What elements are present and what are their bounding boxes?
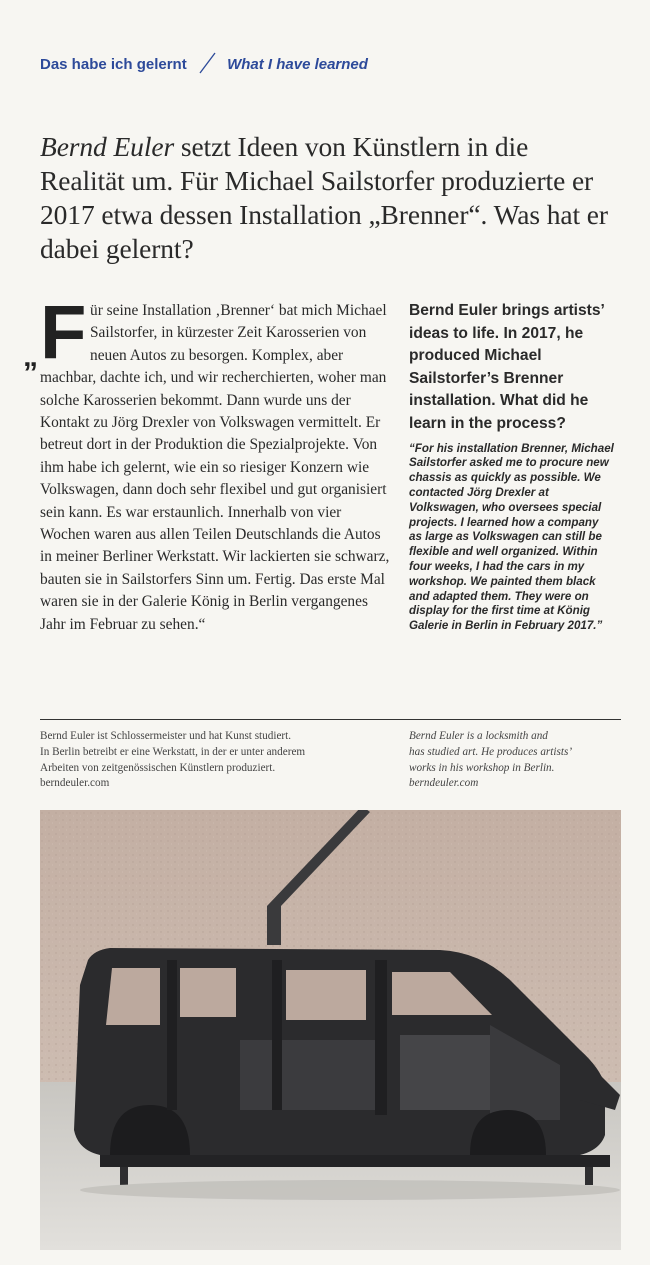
car-chassis-illustration [40, 810, 621, 1250]
article-english-body: “For his installation Brenner, Michael Sailstorfer asked me to procure new chassis as quickly as possible. We contacted Jörg Drexler at Volkswagen, who oversees special projects. I learned how a company as large as Volkswagen can still be flexible and well organized. Within four weeks, I had the cars in my workshop. We painted them black and adapted them. They were on display for the first time at König Galerie in Berlin in February 2017.” [409, 441, 614, 633]
bio-german-website: berndeuler.com [40, 777, 110, 790]
article-german-body: ür seine Installation ‚Brenner‘ bat mich Michael Sailstorfer, in kürzester Zeit Karosserien von neuen Autos zu besorgen. Komplex, aber machbar, dachte ich, und wir recherchierten, woher man solche Karosserien bekommt. Dann wurde uns der Kontakt zu Jörg Drexler von Volkswagen vermittelt. Er betreut dort in der Produktion die Spezialprojekte. Von ihm habe ich gelernt, wie ein so riesiger Konzern wie Volkswagen, dann doch sehr flexibel und gut organisiert sein kann. Es war erstaunlich. Innerhalb von vier Wochen waren aus allen Teilen Deutschlands die Autos in meiner Berliner Werkstatt. Wir lackierten sie schwarz, bauten sie in Sailstorfers Sinn um. Fertig. Das erste Mal waren sie in der Galerie König in Berlin vergangenes Jahr im Februar zu sehen.“ [40, 302, 390, 633]
bio-english-line: has studied art. He produces artists’ [409, 745, 573, 758]
slash-divider [197, 52, 217, 74]
bio-german-line: Bernd Euler ist Schlossermeister und hat Kunst studiert. [40, 730, 292, 742]
bio-english-line: Bernd Euler is a locksmith and [409, 730, 548, 742]
intro-text: setzt Ideen von Künstlern in die Realität um. Für Michael Sailstorfer produzierte er 2017 etwa dessen Installation „Brenner“. Was hat er dabei gelernt? [40, 131, 608, 264]
divider-rule [40, 719, 621, 720]
intro-paragraph [40, 130, 615, 266]
article-english-headline: Bernd Euler brings artists’ ideas to life. In 2017, he produced Michael Sailstorfer’s Brenner installation. What did he learn in the process? [409, 302, 604, 432]
opening-quote: „ [23, 340, 38, 373]
intro-name: Bernd Euler [40, 131, 175, 162]
dropcap: F [40, 290, 87, 375]
article-german [23, 290, 394, 636]
bio-german-line: Arbeiten von zeitgenössischen Künstlern produziert. [40, 761, 276, 774]
bio-german [40, 729, 390, 792]
bio-english-line: works in his workshop in Berlin. [409, 761, 555, 774]
bio-english [409, 729, 619, 792]
article-english [409, 300, 614, 634]
section-label-de: Das habe ich gelernt [40, 56, 187, 73]
section-header [40, 52, 368, 74]
dropcap-block [23, 290, 87, 375]
bio-english-website: berndeuler.com [409, 777, 479, 790]
section-label-en: What I have learned [227, 56, 368, 73]
shadow [80, 1180, 620, 1200]
base-rail [100, 1155, 610, 1167]
bio-german-line: In Berlin betreibt er eine Werkstatt, in der er unter anderem [40, 745, 306, 758]
installation-photo [40, 810, 621, 1250]
